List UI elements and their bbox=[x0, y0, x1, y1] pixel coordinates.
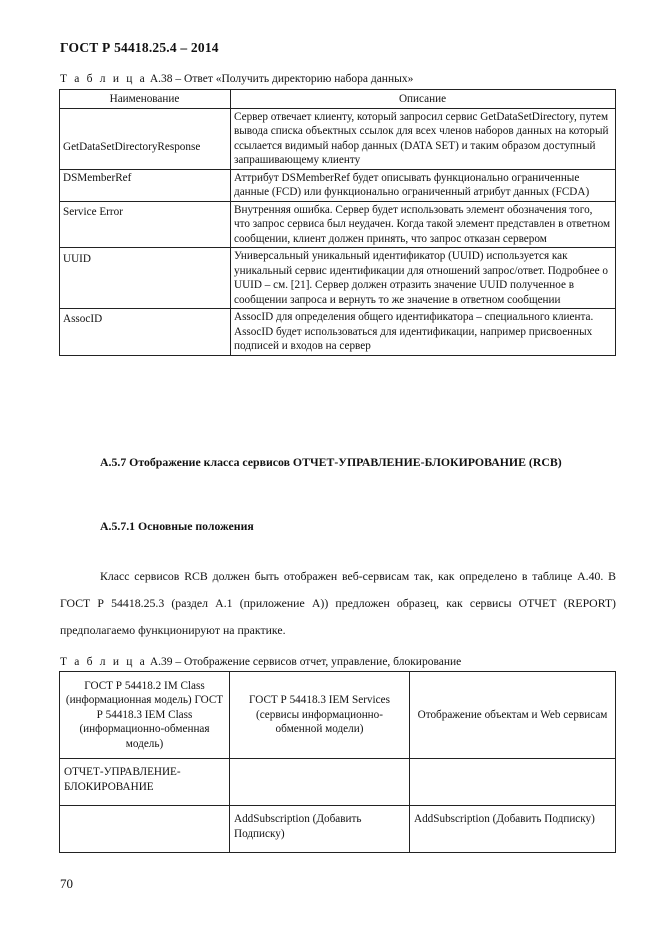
row-name: UUID bbox=[60, 248, 231, 309]
table-row bbox=[60, 201, 616, 248]
row-description: AssocID для определения общего идентификатора – специального клиента. AssocID будет использоваться для идентификации, например присвоенных подписей и входов на сервер bbox=[231, 309, 616, 356]
table-row bbox=[60, 806, 616, 853]
table-row bbox=[60, 759, 616, 806]
table-header-row bbox=[60, 90, 616, 109]
caption-text: А.38 – Ответ «Получить директорию набора данных» bbox=[146, 73, 414, 85]
row-name: Service Error bbox=[60, 201, 231, 248]
subsection-heading: А.5.7.1 Основные положения bbox=[100, 519, 254, 533]
table-cell: ОТЧЕТ-УПРАВЛЕНИЕ-БЛОКИРОВАНИЕ bbox=[60, 759, 230, 806]
row-name: GetDataSetDirectoryResponse bbox=[60, 108, 231, 169]
table-cell: AddSubscription (Добавить Подписку) bbox=[410, 806, 616, 853]
column-header-mapping: Отображение объектам и Web сервисам bbox=[410, 672, 616, 759]
caption-prefix: Т а б л и ц а bbox=[60, 656, 147, 668]
row-description: Внутренняя ошибка. Сервер будет использовать элемент обозначения того, что запрос сервиса был неудачен. Когда такой элемент представлен в ответном сообщении, клиент должен принять, что запрос отказан сервером bbox=[231, 201, 616, 248]
row-description: Сервер отвечает клиенту, который запросил сервис GetDataSetDirectory, путем вывода списка объектных ссылок для всех членов наборов данных на который ссылается видимый набор данных (DATA SET) и таким образом доступный запрашивающему клиенту bbox=[231, 108, 616, 169]
table-cell bbox=[410, 759, 616, 806]
caption-prefix: Т а б л и ц а bbox=[60, 73, 147, 85]
caption-text: А.39 – Отображение сервисов отчет, управление, блокирование bbox=[146, 656, 462, 668]
table-a39 bbox=[59, 671, 616, 853]
document-header: ГОСТ Р 54418.25.4 – 2014 bbox=[60, 40, 219, 55]
table-row bbox=[60, 169, 616, 201]
table-a38-caption bbox=[60, 73, 413, 85]
table-row bbox=[60, 108, 616, 169]
row-description: Универсальный уникальный идентификатор (UUID) используется как уникальный сервис идентификации для отношений запрос/ответ. Подробнее о UUID – см. [21]. Сервер должен отразить значение UUID полученное в сообщении запроса и вернуть то же значение в ответном сообщении bbox=[231, 248, 616, 309]
row-name: AssocID bbox=[60, 309, 231, 356]
column-header-description: Описание bbox=[231, 90, 616, 109]
column-header-im-class: ГОСТ Р 54418.2 IM Class (информационная модель) ГОСТ Р 54418.3 IEM Class (информационно-обменная модель) bbox=[60, 672, 230, 759]
body-paragraph: Класс сервисов RCB должен быть отображен веб-сервисам так, как определено в таблице А.40. В ГОСТ Р 54418.25.3 (раздел А.1 (приложение А)) предложен образец, как сервисы ОТЧЕТ (REPORT) предполагаемо функционируют на практике. bbox=[60, 569, 616, 637]
table-header-row bbox=[60, 672, 616, 759]
row-description: Аттрибут DSMemberRef будет описывать функционально ограниченные данные (FCD) или функционально ограниченный атрибут данных (FCDA) bbox=[231, 169, 616, 201]
table-row bbox=[60, 248, 616, 309]
table-cell bbox=[230, 759, 410, 806]
table-a39-caption bbox=[60, 656, 461, 668]
table-cell: AddSubscription (Добавить Подписку) bbox=[230, 806, 410, 853]
column-header-name: Наименование bbox=[60, 90, 231, 109]
column-header-iem-services: ГОСТ Р 54418.3 IEM Services (сервисы информационно-обменной модели) bbox=[230, 672, 410, 759]
page-number: 70 bbox=[60, 876, 73, 891]
row-name: DSMemberRef bbox=[60, 169, 231, 201]
table-row bbox=[60, 309, 616, 356]
table-a38 bbox=[59, 89, 616, 356]
table-cell bbox=[60, 806, 230, 853]
section-heading: А.5.7 Отображение класса сервисов ОТЧЕТ-УПРАВЛЕНИЕ-БЛОКИРОВАНИЕ (RCB) bbox=[100, 455, 562, 469]
